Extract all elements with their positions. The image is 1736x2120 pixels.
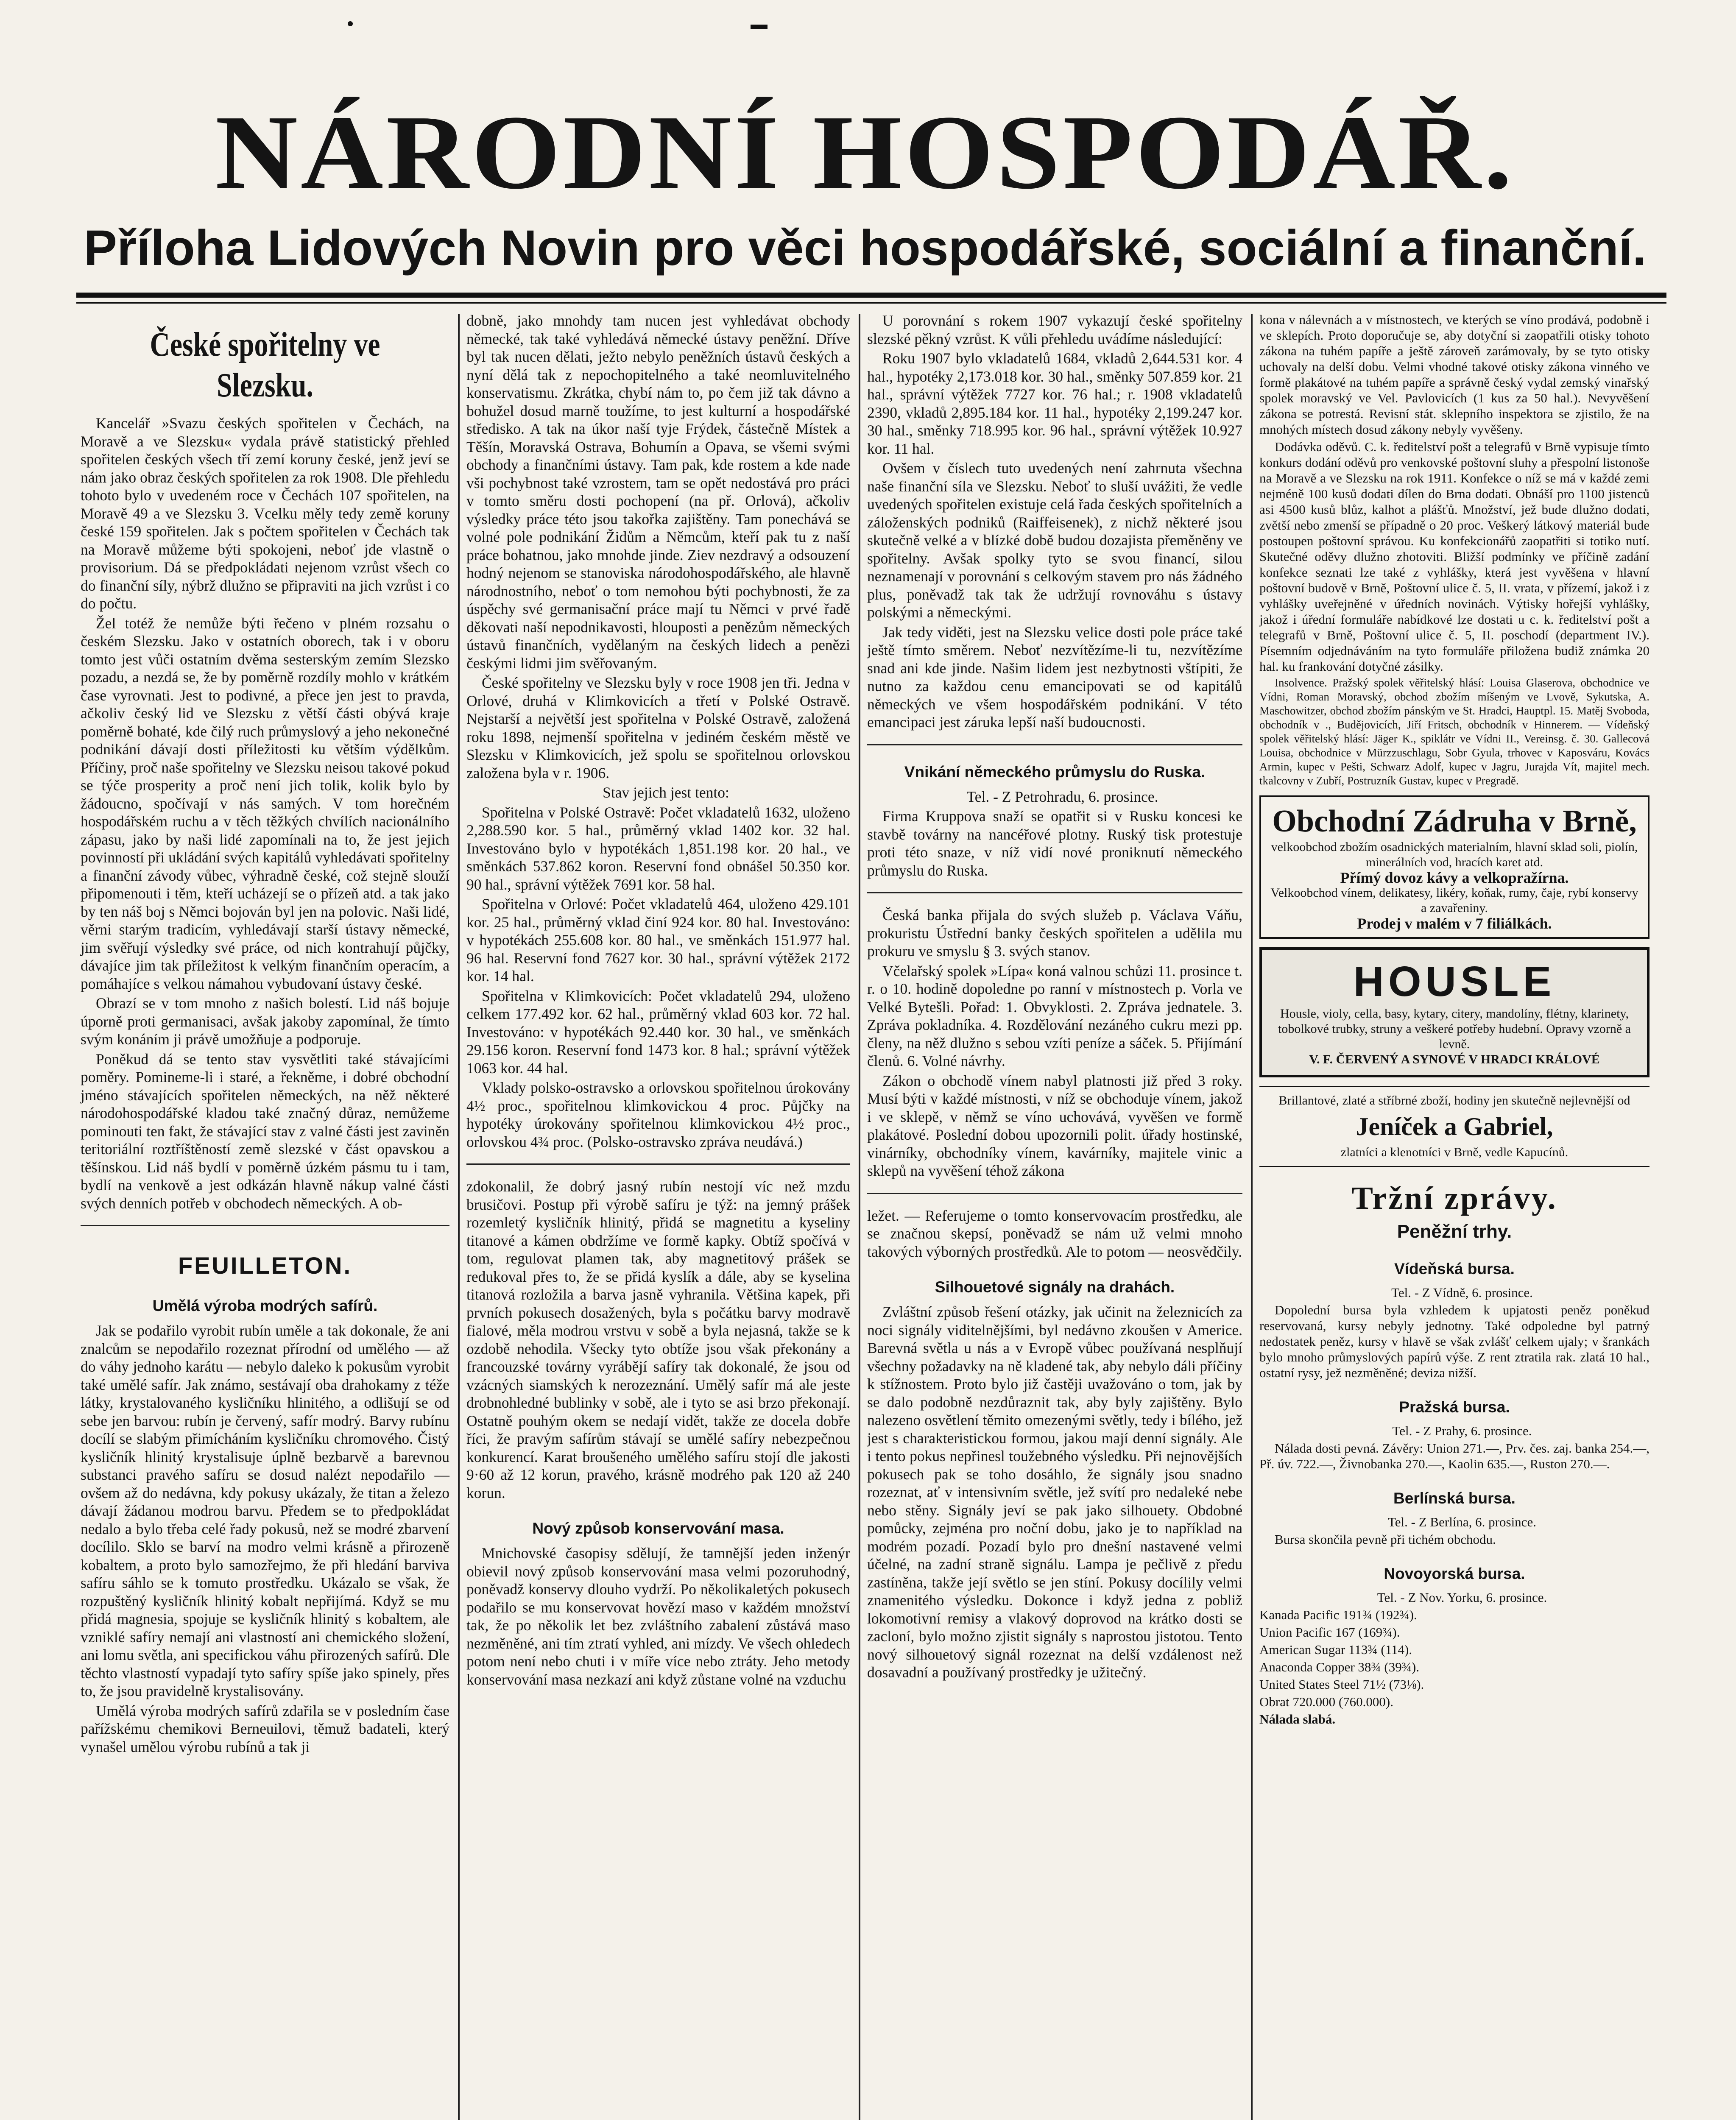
- column-divider: [859, 314, 860, 2120]
- masthead-rule-thin: [76, 302, 1666, 304]
- feuilleton-title: Umělá výroba modrých safírů.: [152, 1297, 378, 1314]
- scan-mark: [348, 21, 353, 26]
- dateline: Tel. - Z Vídně, 6. prosince.: [1391, 1285, 1533, 1300]
- advert-obchodni-zadruha: [1259, 795, 1649, 939]
- masthead: [76, 93, 1654, 280]
- stock-quote: Anaconda Copper 38¾ (39¾).: [1259, 1660, 1420, 1674]
- dateline: Tel. - Z Nov. Yorku, 6. prosince.: [1377, 1590, 1547, 1605]
- section-divider: [867, 892, 1242, 893]
- article-paragraph: Stav jejich jest tento:: [603, 784, 729, 801]
- article-paragraph: Obrazí se v tom mnoho z našich bolestí. Lid náš bojuje úporně proti germanisaci, avšak jakoby zapomínal, že tímto svým konáním ji právě umožňuje a podporuje.: [81, 995, 449, 1048]
- article-paragraph: kona v nálevnách a v místnostech, ve kterých se víno prodává, podobně i ve sklepích. Proto doporučuje se, aby dotyční si zaopatřili otisky tohoto zákona na tuhém papíře a ještě zároveň zarámovaly, by se tyto otisky uchovaly na delší dobu. Velmi vhodné takové otisky zákona vinného ve formě plakátové na tuhém papíře a správně český vydal zemský vinařský spolek moravský ve Vel. Pavlovicích (1 kus za 50 hal.). Nevyvěšení zákona se potrestá. Revisní stát. sklepního inspektora se zjistilo, že na mnohých místech dosud zákony nebyly vyvěšeny.: [1259, 312, 1649, 437]
- article-paragraph: Spořitelna v Orlové: Počet vkladatelů 464, uloženo 429.101 kor. 25 hal., průměrný vklad činí 924 kor. 80 hal. Investováno: v hypotékách 255.608 kor. 80 hal., ve směnkách 151.977 hal. 96 hal. Reservní fond 7627 kor. 30 hal., správní výtěžek 2172 kor. 14 hal.: [466, 895, 850, 985]
- column-3: [867, 312, 1242, 1682]
- newyork-bourse-heading: Novoyorská bursa.: [1384, 1565, 1525, 1582]
- advert-text: zlatníci a klenotníci v Brně, vedle Kapucínů.: [1340, 1145, 1569, 1159]
- stock-quote: Kanada Pacific 191¾ (192¾).: [1259, 1607, 1417, 1622]
- section-divider: [867, 1193, 1242, 1194]
- column-1: [81, 312, 449, 1756]
- feuilleton-paragraph: Jak se podařilo vyrobit rubín uměle a tak dokonale, že ani znalcům se nepodařilo rozeznat přírodní od umělého — až do váhy jednoho karátu — nebylo daleko k pokusům vyrobit také umělé safír. Jak známo, sestávají oba drahokamy z téže látky, krystalovaného kysličníku hlinitého, a odlišují se od sebe jen barvou: rubín je červený, safír modrý. Barvy rubínu docílí se slabým přimícháním kysličníku chromového. Čistý kysličník hlinitý krystalisuje úplně bezbarvě a barevnou substanci pravého safíru se dosud nalézt nepodařilo — ovšem až do nedávna, kdy pokusy ukázaly, že titan a železo dávají žádanou modrou barvu. Předem se to předpokládat nedalo a bylo třeba celé řady pokusů, než se modré zbarvení docílilo. Sklo se barví na modro velmi krásně a přirozeně kobaltem, a proto bylo samozřejmo, že při hledání barviva safíru sáhlo se k tomuto prostředku. Ukázalo se však, že rozpuštěný kysličník hlinitý kobalt nepřijímá. Když se mu přidá magnesia, spojuje se kysličník hlinitý s kobaltem, ale vzniklé safíry nemají ani vlastností ani chemického složení, ani lomu světla, ani specifickou váhu přirozených safírů. Dle těchto vlastností vypadají tyto safíry spíše jako spinely, přes to, že jsou pravidelně krystalisovány.: [81, 1322, 449, 1699]
- advert-text: Přímý dovoz kávy a velkopražírna.: [1340, 869, 1569, 886]
- berlin-bourse-heading: Berlínská bursa.: [1393, 1490, 1516, 1507]
- money-markets-heading: Peněžní trhy.: [1397, 1221, 1512, 1242]
- advert-housle: [1259, 947, 1649, 1077]
- feuilleton-paragraph: Umělá výroba modrých safírů zdařila se v posledním čase pařížskému chemikovi Berneuilovi, těmuž badateli, který vynašel umělou výrobu rubínů a tak ji: [81, 1702, 449, 1755]
- stock-quote: United States Steel 71½ (73⅛).: [1259, 1677, 1424, 1692]
- advert-title: Jeníček a Gabriel,: [1356, 1113, 1553, 1141]
- article-paragraph: Žel totéž že nemůže býti řečeno v plném rozsahu o českém Slezsku. Jako v ostatních oborech, tak i v oboru tomto jest vůči ostatním dvěma sesterským zemím Slezsko pozadu, a nezdá se, že by poměrně rozdíly mohlo v krátkém čase vyrovnati. Jest to podivné, a přece jen jest to pravda, ačkoliv český lid ve Slezsku z větší části obývá kraje poměrně bohaté, kde čilý ruch průmyslový a jeho nekonečné podnikání dávají dosti příležitosti ku větším výdělkům. Příčiny, proč naše spořitelny ve Slezsku neisou takové pokud se týče prosperity a proč není jich tolik, kolik bylo by žádoucno, spočívají v nás samých. V tom horečném hospodářském ruchu a v těch těžkých chvílích nacionálního zápasu, jako by naši lidé zapomínali na to, že jest jejich povinností při ukládání svých kapitálů vyhledávati spořitelny a finanční závody vůbec, výhradně české, což stejně slouží připomenouti i těm, kteří ucházejí se o přízeň atd. a tak jako by ten náš boj s Němci bojován byl jen na polovic. Naši lidé, věrni starým tradicím, vyhledávají starší ústavy německé, jim svěřují výsledky své práce, od nich kontrahují půjčky, dávajíce jim tak příležitost k velkým finančním operacím, a pomáhajíce s velkou námahou vybudovaní ústavy české.: [81, 614, 449, 992]
- insolvence-notice: Insolvence. Pražský spolek věřitelský hlásí: Louisa Glaserova, obchodnice ve Vídni, Roman Moravský, obchod zbožím míšeným ve Lvově, Sykutska, A. Maschowitzer, obchod zbožím pánským ve St. Hradci, Hauptpl. 15. Matěj Svoboda, obchodník v ., Budějovicích, Jiří Fritsch, obchodník v Hinnerem. — Vídeňský spolek věřitelský hlásí: Jäger K., spiklátr ve Vídni II., Vereinsg. č. 30. Gallecová Louisa, obchodnice v Mürzzuschlagu, Sobr Gyula, trhovec v Kaposváru, Kovács Armin, kupec v Pešti, Schwarz Adolf, kupec v Jagru, Jurajda Vít, majitel mech. tkalcovny v Zubří, Postruzník Gustav, kupec v Pregradě.: [1259, 676, 1649, 787]
- scan-mark: [751, 25, 768, 29]
- stock-quote: Union Pacific 167 (169¾).: [1259, 1625, 1400, 1640]
- article-paragraph: U porovnání s rokem 1907 vykazují české spořitelny slezské pěkný vzrůst. K vůli přehledu uvádíme následující:: [867, 312, 1242, 347]
- advert-firm: V. F. ČERVENÝ A SYNOVÉ V HRADCI KRÁLOVÉ: [1309, 1052, 1600, 1066]
- article-paragraph: Ovšem v číslech tuto uvedených není zahrnuta všechna naše finanční síla ve Slezsku. Neboť to sluší uvážiti, že vedle uvedených spořitelen existuje celá řada českých spořitelních a záloženských podniků (Raiffeisenek), z nichž některé jsou skutečně velké a v blízké době budou dozajista přeměněny ve spořitelny. Avšak spolky tyto se svou financí, silou neznamenají v porovnání s celkovým stavem pro nás žádného plus, poněvadž tak tak že udržují rovnováhu s ústavy polskými a německými.: [867, 460, 1242, 621]
- dateline: Tel. - Z Prahy, 6. prosince.: [1392, 1423, 1532, 1438]
- newspaper-subtitle: Příloha Lidových Novin pro věci hospodářské, sociální a finanční.: [84, 220, 1647, 276]
- bourse-report: Nálada dosti pevná. Závěry: Union 271.—, Prv. čes. zaj. banka 254.—, Př. úv. 722.—, Živnobanka 270.—, Kaolin 635.—, Ruston 270.—.: [1259, 1441, 1649, 1471]
- bourse-report: Bursa skončila pevně při tichém obchodu.: [1275, 1532, 1496, 1547]
- stock-quote: Obrat 720.000 (760.000).: [1259, 1694, 1393, 1709]
- advert-text: Housle, violy, cella, basy, kytary, citery, mandolíny, flétny, klarinety, tobolkové trubky, struny a veškeré potřeby hudební. Opravy vzorně a levně.: [1278, 1007, 1631, 1051]
- article-heading-spořitelny: České spořitelny ve Slezsku.: [150, 326, 380, 404]
- column-4: [1259, 312, 1649, 1727]
- article-paragraph: dobně, jako mnohdy tam nucen jest vyhledávat obchody německé, tak také vyhledává německé ústavy peněžní. Dříve byl tak nucen dělati, ježto nebylo peněžních ústavů českých a nyní dělá tak z nepochopitelného a také neomluvitelného konservatismu. Zkrátka, chybí nám to, po čem již tak dávno a bohužel dosud marně toužíme, to jest kulturní a hospodářské středisko. A tak na úkor naší tyje Frýdek, částečně Místek a Těšín, Moravská Ostrava, Bohumín a Opava, se všemi svými obchody a finančními ústavy. Tam pak, kde rostem a kde nade vši pochybnost také vzrostem, tam se opět nedostává pro práci v tomto směru dosti pochopení (na př. Orlová), ačkoliv výsledky práce této jsou takořka zajištěny. Tam ponechává se volné pole podnikání Židům a Němcům, kteří pak tu z naší práce bohatnou, jako mnohde jinde. Ziev nezdravý a odsouzení hodný nejenom se stanoviska národohospodářského, ale hlavně národnostního, neboť o tom nemohou býti pochybnosti, že za úspěchy své germanisační práce mají tu Němci v prvé řadě děkovati naší nepodnikavosti, hlouposti a penězům německých ústavů finančních, vydělaným na českých lidech a penězi českými lidmi jim svěřovaným.: [466, 312, 850, 672]
- advert-title: HOUSLE: [1353, 958, 1556, 1005]
- article-paragraph: Zvláštní způsob řešení otázky, jak učinit na železnicích za noci signály viditelnějšími, byl nedávno zkoušen v Americe. Barevná světla u nás a v Evropě vůbec používaná nesplňují všechny požadavky na ně kladené tak, aby nebylo dáli příčiny k stížnostem. Proto bylo již častěji uvažováno o tom, jak by se dalo podobně nezdůraznit tak, aby byly zajištěny. Bylo nalezeno osvětlení těmito omezenými světly, tedy i bílého, jež jest s charakteristickou formou, jakou mají denní signály. Ale i tento pokus nepřinesl toužebného výsledku. Při nejnovějších pokusech pak se toho dosáhlo, že signály jsou snadno rozeznat, ať v intensivním světle, jež svítí pro nedaleké nebe nebo stěny. Signály jeví se pak jako silhouety. Obdobné pomůcky, zejména pro noční dobu, jako je to například na modrém pozadí. Pozadí bylo pro dnešní nastavené velmi účelné, na zadní straně signálu. Lampa je pečlivě z předu zastíněna, takže její světlo se jen stíní. Pokusy docílily velmi znamenitého výsledku. Dokonce i když jedna z pobliž lokomotivní remisy a vlakový doprovod na krátko dosti se zacloní, bylo možno zjistit signály s naprostou jistotou. Tento nový silhouetový signál rozeznat na delší vzdálenost než dosavadní a používaný prostředky je užitečný.: [867, 1303, 1242, 1681]
- stock-quote: American Sugar 113¾ (114).: [1259, 1642, 1412, 1657]
- silhouette-heading: Silhouetové signály na drahách.: [935, 1278, 1175, 1296]
- prague-bourse-heading: Pražská bursa.: [1399, 1398, 1510, 1416]
- article-paragraph: Firma Kruppova snaží se opatřit si v Rusku koncesi ke stavbě továrny na nancéřové plotny. Ruský tisk protestuje proti této snaze, v níž vidí nové proniknutí německého průmyslu do Ruska.: [867, 808, 1242, 879]
- newspaper-title: NÁRODNÍ HOSPODÁŘ.: [215, 94, 1515, 211]
- section-divider: [81, 1225, 449, 1226]
- advert-text: Prodej v malém v 7 filiálkách.: [1357, 915, 1552, 932]
- article-paragraph: Spořitelna v Polské Ostravě: Počet vkladatelů 1632, uloženo 2,288.590 kor. 5 hal., průměrný vklad 1402 kor. 32 hal. Investováno bylo v hypotékách 1,851.198 kor. 20 hal., ve směnkách 537.862 koron. Reservní fond obnášel 50.350 kor. 90 hal., správní výtěžek 7691 kor. 58 hal.: [466, 803, 850, 893]
- masthead-rule-thick: [76, 293, 1666, 298]
- article-continuation: ležet. — Referujeme o tomto konservovacím prostředku, ale se značnou skepsí, poněvadž se nám už velmi mnoho takových výborných prostředků. Ale to potom — neosvědčily.: [867, 1207, 1242, 1260]
- market-news-heading: Tržní zprávy.: [1351, 1180, 1557, 1216]
- article-paragraph: Spořitelna v Klimkovicích: Počet vkladatelů 294, uloženo celkem 177.492 kor. 62 hal., průměrný vklad 603 kor. 72 hal. Investováno: v hypotékách 92.440 kor. 30 hal., ve směnkách 29.156 koron. Reservní fond 1473 kor. 8 hal.; správní výtěžek 1063 kor. 44 hal.: [466, 987, 850, 1077]
- dateline: Tel. - Z Petrohradu, 6. prosince.: [966, 788, 1158, 805]
- vienna-bourse-heading: Vídeňská bursa.: [1394, 1260, 1515, 1278]
- article-paragraph: Poněkud dá se tento stav vysvětliti také stávajícími poměry. Pomineme-li i staré, a řekněme, i dobré obchodní jméno stávajících spořitelen německých, na něž některé národohospodářské kladou také značný důraz, nemůžeme pominouti ten fakt, že stávající stav z valné části jest zaviněn teritoriální roztříštěností země slezské v část opavskou a těšínskou. Lid náš bydlí v poměrně úzkém pásmu tu i tam, bydlí na venkově a jest odkázán hlavně nákup valné části svých denních potřeb v obchodech německých. A ob-: [81, 1050, 449, 1212]
- article-paragraph: Dodávka oděvů. C. k. ředitelství pošt a telegrafů v Brně vypisuje tímto konkurs dodání oděvů pro venkovské poštovní sluhy a přespolní listonoše na Moravě a ve Slezsku na rok 1911. Konfekce o níž se má v každé zemi nejméně 100 kusů dodati dílen do Brna dodati. Obnáší pro 1100 jistenců asi 4500 kusů blůz, kalhot a plášťů. Množství, jež bude dlužno dodati, zvětší nebo zmenší se případně o 20 proc. Veškerý látkový materiál bude postoupen poštovní správou. Ku konfekcionářů zaopatřiti si totiko nutí. Skutečné oděvy dlužno zhotoviti. Bližší podmínky ve příčině zadání konfekce seznati lze také z vyhlášky, která jest vyvěšena v hlavní poštovní budově v Brně, Poštovní ulice č. 5, II. vrata, v přízemí, jakož i z vyhlášky uveřejněné v úředních novinách. Výtisky hořejší vyhlášky, jakož i úřední formuláře nabídkové lze dostati u c. k. ředitelství pošt a telegrafů v Brně, Poštovní ulice č. 5, II. poschodí (department IV.). Písemním odjednáváním na tyto formuláře přiložena budiž známka 20 hal. ku frankování dotyčné zásilky.: [1259, 439, 1649, 674]
- conserve-heading: Nový způsob konservování masa.: [532, 1520, 784, 1537]
- news-paragraph: Zákon o obchodě vínem nabyl platnosti již před 3 roky. Musí býti v každé místnosti, v níž se obchoduje vínem, jakož i ve sklepě, v němž se víno uchovává, vyvěšen ve formě plakátové. Poslední dobou upozornili polit. úřady hostinské, vinárníky, obchodníky vínem, kavárníky, majitele vinic a sklepů na vyvěšení téhož zákona: [867, 1072, 1242, 1179]
- feuilleton-heading: FEUILLETON.: [178, 1252, 352, 1279]
- vnikani-heading: Vnikání německého průmyslu do Ruska.: [904, 763, 1206, 781]
- feuilleton-continuation: zdokonalil, že dobrý jasný rubín nestojí víc než mzdu brusičovi. Postup při výrobě safíru je týž: na jemný prášek rozemletý kysličník hlinitý, přidá se magnetitu a kyseliny titanové a kámen obdržíme ve formě kapky. Obtíž spočívá v tom, regulovat plamen tak, aby magnetitový prášek se redukoval přes to, že se přidá kyslík a dále, aby se kyselina titanová rozložila a barva jasně vyhranila. Většina kapek, při prvních pokusech dosažených, byla s počátku barvy modravě fialové, měla modrou vrstvu v sobě a byla nejasná, takže se k ozdobě nehodila. Všecky tyto obtíže jsou však překonány a francouzské továrny vyrábějí safíry tak dokonalé, že jsou od vzácných siamských k nerozeznání. Umělý safír má ale jeste drobnohledné bublinky v sobě, ale i tyto se asi brzo překonají. Ostatně pouhým okem se nedají vidět, takže ze docela dobře říci, že pravým safírům stávají se umělé safíry nebezpečnou konkurencí. Karat broušeného umělého safíru stojí dle jakosti 9·60 až 12 korun, pravého, krásně modrého pak 120 až 240 korun.: [466, 1178, 850, 1501]
- article-paragraph: Vklady polsko-ostravsko a orlovskou spořitelnou úrokovány 4½ proc., spořitelnou klimkovickou 4 proc. Půjčky na hypotéky úrokovány spořitelnou klimkovickou 4½ proc., orlovskou 4¾ proc. (Polsko-ostravsko zpráva neudává.): [466, 1079, 850, 1150]
- section-divider: [466, 1163, 850, 1165]
- advert-text: Brillantové, zlaté a stříbrné zboží, hodiny jen skutečně nejlevnější od: [1278, 1093, 1630, 1107]
- bourse-report: Dopolední bursa byla vzhledem k upjatosti peněz poněkud reservovaná, kursy nebyly jednotny. Také odpoledne byl patrný nedostatek peněz, kursy v hlavě se však zvlášť celkem ujaly; v šrankách bylo mnoho průmyslových papírů výše. Z rent ztratila rak. zlatá 10 hal., ostatní rysy, jež nezměněné; deviza nižší.: [1259, 1303, 1649, 1380]
- article-paragraph: Kancelář »Svazu českých spořitelen v Čechách, na Moravě a ve Slezsku« vydala právě statistický přehled spořitelen českých všech tří zemí koruny české, jenž jeví se nám jako obraz českých spořitelen za rok 1908. Dle přehledu tohoto bylo v uvedeném roce v Čechách 107 spořitelen, na Moravě 49 a ve Slezsku 3. Vcelku měly tedy země koruny české 159 spořitelen. Jak s počtem spořitelen v Čechách tak na Moravě můžeme býti spokojeni, neboť jde vlastně o provisorium. Dá se předpokládati nejenom vzrůst všech co do finanční síly, nýbrž dlužno se připraviti na jich vzrůst i co do počtu.: [81, 415, 449, 612]
- section-divider: [867, 744, 1242, 745]
- news-paragraph: Včelařský spolek »Lípa« koná valnou schůzi 11. prosince t. r. o 10. hodině dopoledne po ranní v místnostech p. Vorla ve Velké Bytešli. Pořad: 1. Obvyklosti. 2. Zpráva jednatele. 3. Zpráva pokladníka. 4. Rozdělování nezáného cukru mezi pp. členy, na něž dlužno s sebou vzíti peníze a sáček. 5. Přijímání členů. 6. Volné návrhy.: [867, 962, 1242, 1069]
- advert-text: velkoobchod zbožím osadnických materialním, hlavní sklad soli, piolín, minerálních vod, hracích karet atd.: [1271, 840, 1638, 869]
- column-2: [466, 312, 850, 1688]
- advert-jenicek-gabriel: [1259, 1086, 1649, 1167]
- news-paragraph: Česká banka přijala do svých služeb p. Václava Váňu, prokuristu Ústřední banky českých spořitelen a udělila mu prokuru ve smyslu § 3. svých stanov.: [867, 907, 1242, 960]
- column-divider: [458, 314, 460, 2120]
- article-paragraph: Mnichovské časopisy sdělují, že tamnější jeden inženýr obievil nový způsob konservování masa velmi pozoruhodný, poněvadž konservy dlouho vydrží. Po několikaletých pokusech podařilo se mu konservovat hovězí maso v každém množství tak, že po několik let bez zvláštního zabalení zůstává maso nezměněné, ani tím ztratí vyhled, ani mízdy. Ve všech ohledech potom není nebo chuti i v míře více nebo ztráty. Jeho metody konservování masa nezkazí ani když zůstane volné na vzduchu: [466, 1545, 850, 1688]
- dateline: Tel. - Z Berlína, 6. prosince.: [1388, 1515, 1536, 1529]
- article-paragraph: Jak tedy viděti, jest na Slezsku velice dosti pole práce také ještě tímto směrem. Neboť nezvítězíme-li tu, nezvítězíme snad ani kde jinde. Našim lidem jest nezbytnosti vštípiti, že nutno za každou cenu emancipovati se od kapitálů německých ve všem hospodářském podnikání. V této emancipaci jest záruka lepší naší budoucnosti.: [867, 623, 1242, 731]
- advert-title: Obchodní Zádruha v Brně,: [1272, 804, 1637, 839]
- article-paragraph: České spořitelny ve Slezsku byly v roce 1908 jen tři. Jedna v Orlové, druhá v Klimkovicích a třetí v Polské Ostravě. Nejstarší a největší jest spořitelna v Polské Ostravě, založená roku 1898, nejmenší spořitelna v jediném českém městě ve Slezsku v Klimkovicích, jež spolu se spořitelnou orlovskou založena byla v r. 1906.: [466, 674, 850, 781]
- column-divider: [1251, 314, 1253, 2120]
- advert-text: Velkoobchod vínem, delikatesy, likéry, koňak, rumy, čaje, rybí konservy a zavařeniny.: [1270, 886, 1638, 915]
- stock-quote: Nálada slabá.: [1259, 1712, 1336, 1727]
- article-paragraph: Roku 1907 bylo vkladatelů 1684, vkladů 2,644.531 kor. 4 hal., hypotéky 2,173.018 kor. 30 hal., směnky 507.859 kor. 21 hal., správní výtěžek 7727 kor. 76 hal.; r. 1908 vkladatelů 2390, vkladů 2,895.184 kor. 11 hal., hypotéky 2,199.247 kor. 30 hal., směnky 718.995 kor. 96 hal., správní výtěžek 10.927 kor. 11 hal.: [867, 350, 1242, 457]
